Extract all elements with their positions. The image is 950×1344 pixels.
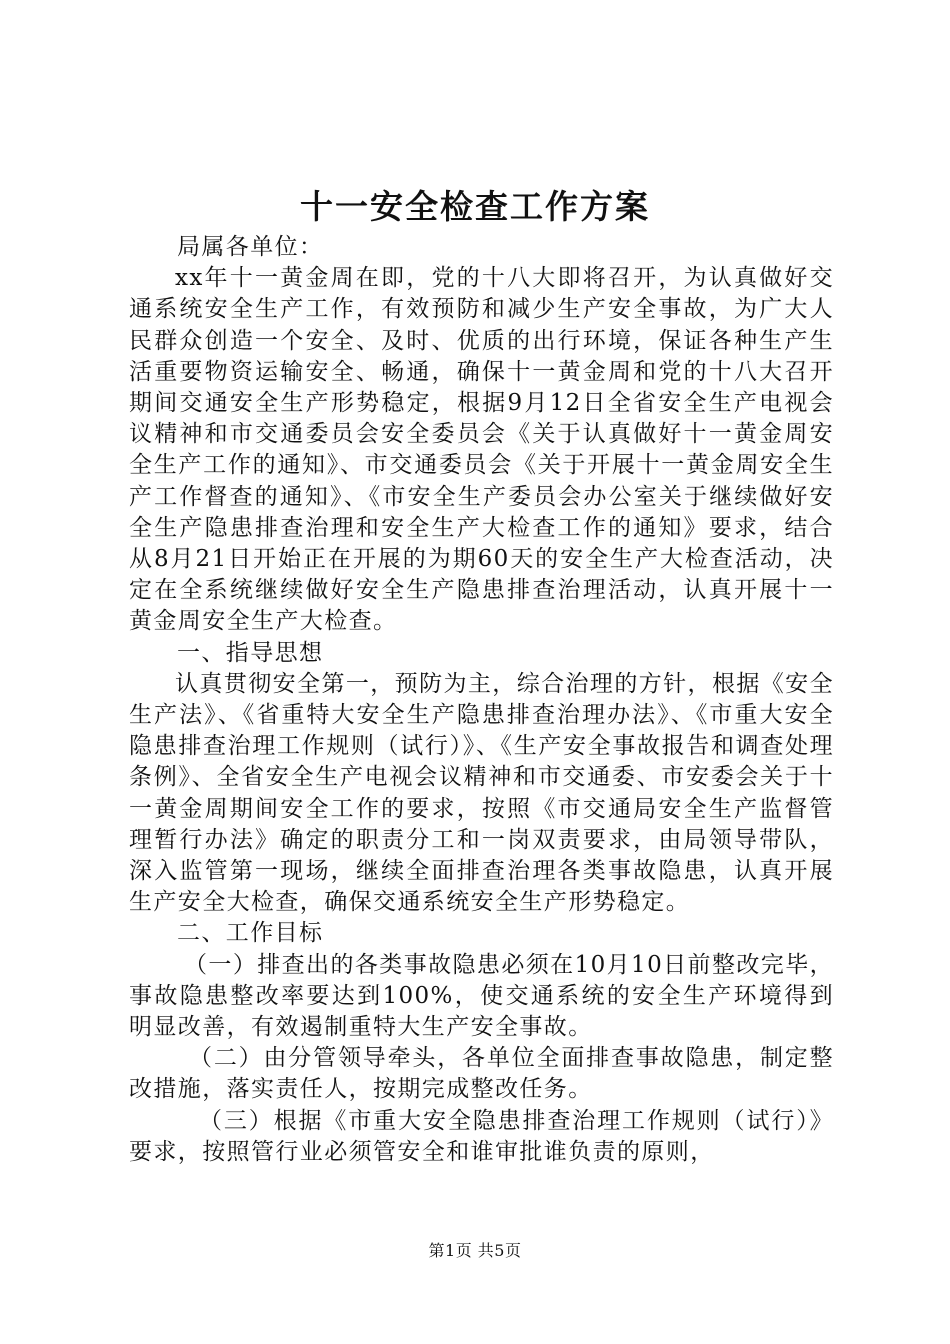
work-goal-item-2: （二）由分管领导牵头，各单位全面排查事故隐患，制定整改措施，落实责任人，按期完成整改任务。 bbox=[129, 1045, 834, 1103]
work-goal-item-3: （三）根据《市重大安全隐患排查治理工作规则（试行）》要求，按照管行业必须管安全和谁审批谁负责的原则， bbox=[129, 1107, 834, 1165]
page-number-footer: 第1页 共5页 bbox=[428, 1241, 522, 1260]
section-heading-guiding-ideology: 一、指导思想 bbox=[177, 639, 324, 666]
document-body bbox=[129, 232, 834, 1168]
salutation: 局属各单位： bbox=[177, 234, 324, 260]
intro-paragraph: xx年十一黄金周在即，党的十八大即将召开，为认真做好交通系统安全生产工作，有效预防和减少生产安全事故，为广大人民群众创造一个安全、及时、优质的出行环境，保证各种生产生活重要物资运输安全、畅通，确保十一黄金周和党的十八大召开期间交通安全生产形势稳定，根据9月12日全省安全生产电视会议精神和市交通委员会安全委员会《关于认真做好十一黄金周安全生产工作的通知》、市交通委员会《关于开展十一黄金周安全生产工作督查的通知》、《市安全生产委员会办公室关于继续做好安全生产隐患排查治理和安全生产大检查工作的通知》要求，结合从8月21日开始正在开展的为期60天的安全生产大检查活动，决定在全系统继续做好安全生产隐患排查治理活动，认真开展十一黄金周安全生产大检查。 bbox=[129, 265, 834, 635]
guiding-ideology-paragraph: 认真贯彻安全第一，预防为主，综合治理的方针，根据《安全生产法》、《省重特大安全生产隐患排查治理办法》、《市重大安全隐患排查治理工作规则（试行）》、《生产安全事故报告和调查处理条例》、全省安全生产电视会议精神和市交通委、市安委会关于十一黄金周期间安全工作的要求，按照《市交通局安全生产监督管理暂行办法》确定的职责分工和一岗双责要求，由局领导带队，深入监管第一现场，继续全面排查治理各类事故隐患，认真开展生产安全大检查，确保交通系统安全生产形势稳定。 bbox=[129, 670, 834, 916]
section-heading-work-goals: 二、工作目标 bbox=[177, 920, 324, 947]
work-goal-item-1: （一）排查出的各类事故隐患必须在10月10日前整改完毕，事故隐患整改率要达到100%，使交通系统的安全生产环境得到明显改善，有效遏制重特大生产安全事故。 bbox=[129, 951, 834, 1041]
document-title: 十一安全检查工作方案 bbox=[300, 187, 650, 226]
